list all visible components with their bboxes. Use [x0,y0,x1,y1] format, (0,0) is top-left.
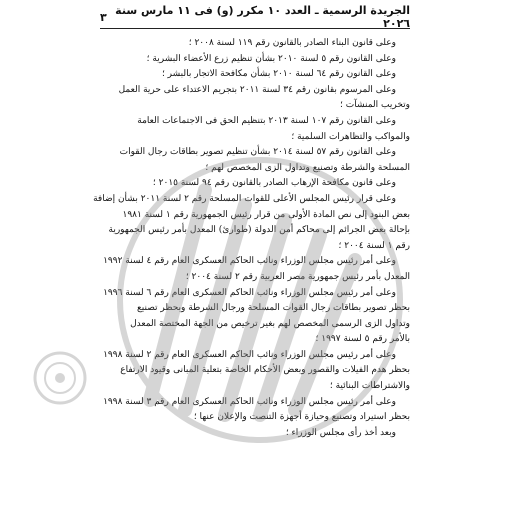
paragraph-line: وبعد أخذ رأى مجلس الوزراء ؛ [285,427,396,438]
paragraph-line: وعلى قانون البناء الصادر بالقانون رقم ١١٩ لسنة ٢٠٠٨ ؛ [188,38,396,48]
paragraph-line: وعلى المرسوم بقانون رقم ٣٤ لسنة ٢٠١١ بتجريم الاعتداء على حرية العمل [118,84,396,95]
paragraph-line: وعلى أمر رئيس مجلس الوزراء ونائب الحاكم العسكرى العام رقم ٣ لسنة ١٩٩٨ [103,396,396,407]
paragraph-line: وعلى قانون مكافحة الإرهاب الصادر بالقانون رقم ٩٤ لسنة ٢٠١٥ ؛ [152,178,396,189]
paragraph-line: وعلى قرار رئيس المجلس الأعلى للقوات المسلحة رقم ٢ لسنة ٢٠١١ بشأن إضافة [93,193,396,204]
paragraph-line: بإحالة بعض الجرائم إلى محاكم أمن الدولة (طوارئ) المعدل بأمر رئيس الجمهورية [108,225,410,236]
paragraph-line: رقم ١ لسنة ٢٠٠٤ ؛ [338,240,410,251]
paragraph-line: المعدل بأمر رئيس جمهورية مصر العربية رقم ٢ لسنة ٢٠٠٤ ؛ [185,271,410,282]
paragraph-line: بحظر هدم الفيلات والقصور وبعض الأحكام الخاصة بتعلية المبانى وقيود الارتفاع [120,365,410,376]
paragraph-line: والمواكب والتظاهرات السلمية ؛ [291,131,410,142]
paragraph-line: وعلى القانون رقم ٥ لسنة ٢٠١٠ بشأن تنظيم زرع الأعضاء البشرية ؛ [146,53,396,64]
paragraph-line: وعلى أمر رئيس مجلس الوزراء ونائب الحاكم العسكرى العام رقم ٤ لسنة ١٩٩٢ [103,256,396,267]
paragraph-line: وعلى القانون رقم ١٠٧ لسنة ٢٠١٣ بتنظيم الحق فى الاجتماعات العامة [137,115,396,126]
paragraph-line: وعلى القانون رقم ٥٧ لسنة ٢٠١٤ بشأن تنظيم تصوير بطاقات رجال القوات [119,147,396,158]
paragraph-line: وعلى القانون رقم ٦٤ لسنة ٢٠١٠ بشأن مكافحة الاتجار بالبشر ؛ [161,69,396,80]
document-body [93,36,410,441]
page-header [100,4,410,30]
page-number: ٣ [100,10,107,24]
paragraph-line: بحظر استيراد وتصنيع وحيازة أجهزة التنصت والإعلان عنها ؛ [193,412,410,423]
paragraph-line: بحظر تصوير بطاقات رجال القوات المسلحة ورجال الشرطة وبحظر تصنيع [137,303,410,314]
paragraph-line: والاشتراطات البنائية ؛ [329,381,410,392]
stamp-seal [32,350,88,406]
gazette-title: الجريدة الرسمية ـ العدد ١٠ مكرر (و) فى ١١ مارس سنة ٢٠٢٦ [115,4,410,30]
paragraph-line: بعض البنود إلى نص المادة الأولى من قرار رئيس الجمهورية رقم ١ لسنة ١٩٨١ [122,209,410,220]
paragraph-line: وعلى أمر رئيس مجلس الوزراء ونائب الحاكم العسكرى العام رقم ٢ لسنة ١٩٩٨ [103,349,396,360]
paragraph-line: وتخريب المنشآت ؛ [340,100,410,111]
header-divider [100,28,410,29]
paragraph-line: المسلحة والشرطة وتصنيع وتداول الزى المخصص لهم ؛ [205,162,410,173]
paragraph-line: بالأمر رقم ٥ لسنة ١٩٩٧ ؛ [315,334,410,345]
paragraph-line: وعلى أمر رئيس مجلس الوزراء ونائب الحاكم العسكرى العام رقم ٦ لسنة ١٩٩٦ [103,287,396,298]
paragraph-line: وتداول الزى الرسمى المخصص لهم بغير ترخيص من الجهة المختصة المعدل [130,318,410,329]
